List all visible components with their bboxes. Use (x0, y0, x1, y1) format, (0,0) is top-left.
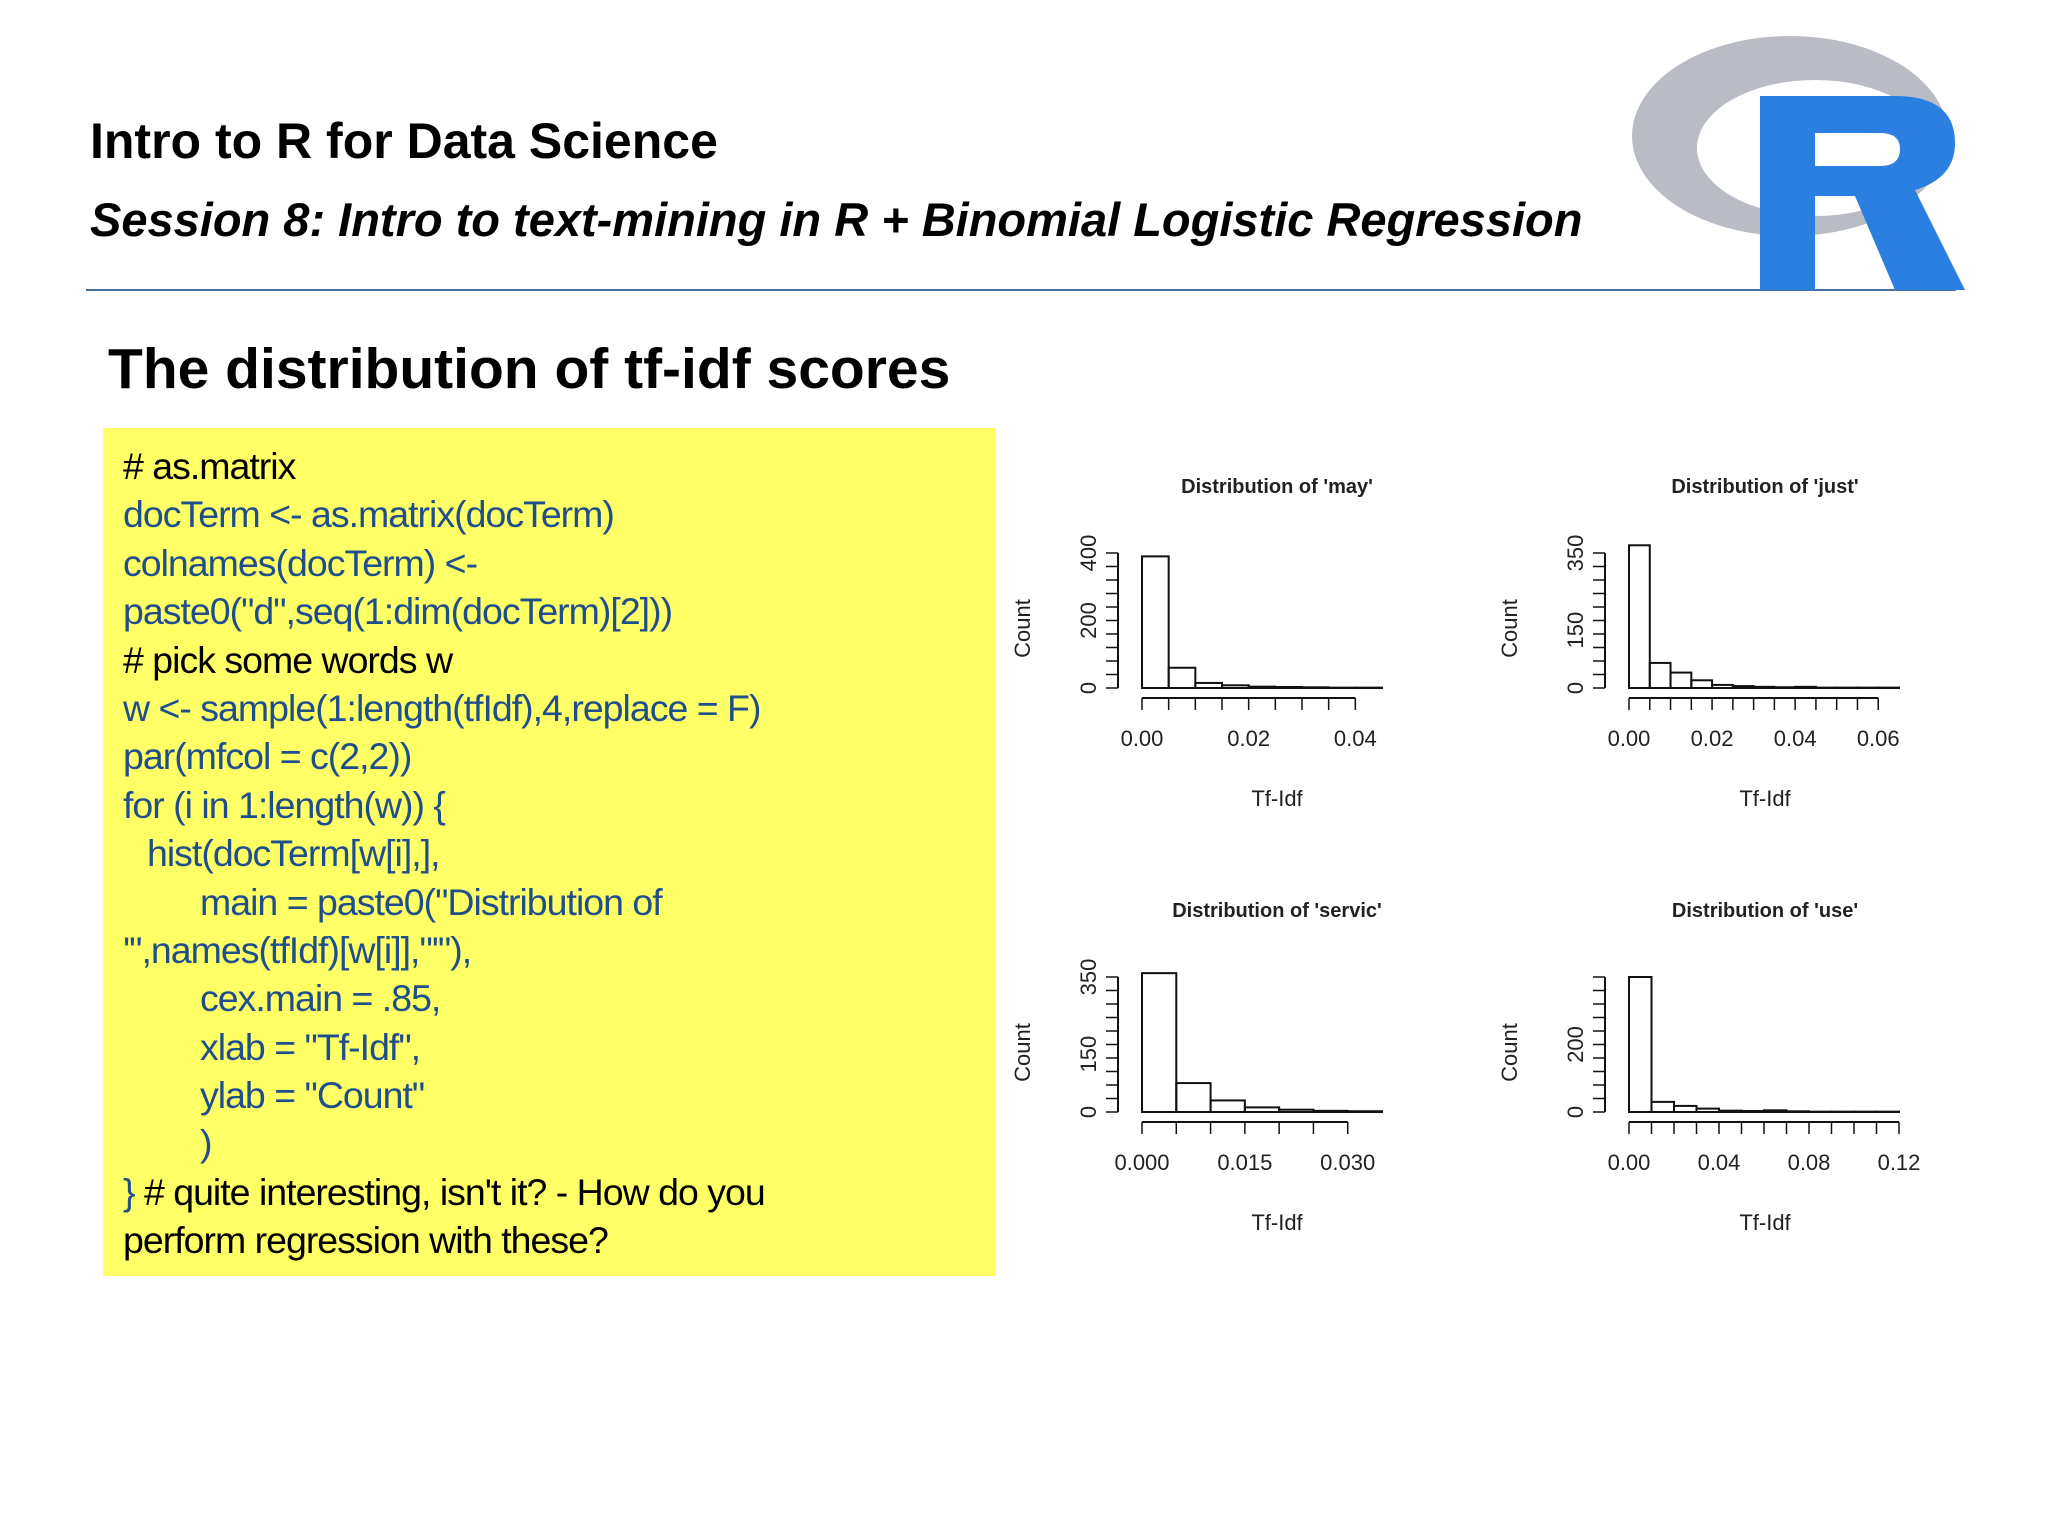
histogram-bar (1742, 1111, 1765, 1112)
code-line (123, 974, 765, 1022)
y-tick-label: 0 (1076, 681, 1101, 695)
y-axis-label: Count (1497, 1023, 1522, 1082)
code-line (123, 1023, 765, 1071)
code-line (123, 732, 765, 780)
code-line (123, 539, 765, 587)
code-line (123, 442, 765, 490)
y-axis-label: Count (1497, 599, 1522, 658)
code-line-text: par(mfcol = c(2,2)) (123, 735, 412, 778)
code-line-text: for (i in 1:length(w)) { (123, 783, 445, 826)
code-line-text: perform regression with these? (123, 1219, 608, 1262)
histogram-bar (1169, 668, 1196, 688)
histogram-panel (1000, 420, 1960, 1320)
code-line-text: ) (200, 1122, 212, 1165)
histogram-bar (1142, 973, 1176, 1112)
y-tick-label: 200 (1076, 602, 1101, 639)
x-tick-label: 0.00 (1120, 726, 1164, 751)
histogram-bar (1176, 1083, 1210, 1112)
y-tick-label: 350 (1563, 534, 1588, 572)
section-heading: The distribution of tf-idf scores (108, 337, 951, 401)
histogram-bar (1671, 673, 1692, 688)
histogram-bar (1629, 977, 1652, 1112)
x-tick-label: 0.02 (1227, 726, 1271, 751)
code-line (123, 636, 765, 684)
y-axis-label: Count (1010, 1023, 1035, 1082)
x-tick-label: 0.02 (1690, 726, 1734, 751)
y-tick-label: 150 (1076, 1035, 1101, 1073)
histogram-bar (1697, 1109, 1720, 1112)
histogram-bar (1652, 1102, 1675, 1112)
y-tick-label: 0 (1076, 1105, 1101, 1119)
chart-title: Distribution of 'use' (1671, 900, 1859, 922)
code-line-text: w <- sample(1:length(tfIdf),4,replace = F) (123, 686, 761, 729)
histogram-bar (1774, 687, 1795, 688)
code-line-text: paste0("d",seq(1:dim(docTerm)[2])) (123, 590, 673, 633)
slide-title: Intro to R for Data Science (90, 113, 718, 169)
histogram-bar (1348, 1111, 1382, 1112)
histogram-bar (1795, 687, 1816, 688)
code-line-text: main = paste0("Distribution of (200, 880, 662, 923)
code-line-text: # pick some words w (123, 638, 453, 681)
code-line (123, 878, 765, 926)
r-logo-icon (1610, 18, 1988, 293)
code-line-text: docTerm <- as.matrix(docTerm) (123, 493, 614, 536)
code-line (123, 587, 765, 635)
code-line-text: xlab = "Tf-Idf", (200, 1025, 421, 1068)
y-tick-label: 0 (1563, 1105, 1588, 1119)
chart-title: Distribution of 'servic' (1172, 900, 1382, 922)
y-tick-label: 400 (1076, 534, 1101, 572)
code-line-text: colnames(docTerm) <- (123, 541, 478, 584)
x-axis-label: Tf-Idf (1739, 1210, 1791, 1235)
histogram-bar (1211, 1100, 1245, 1112)
histogram-bar (1629, 545, 1650, 688)
histogram-0 (1010, 476, 1382, 811)
histogram-bar (1764, 1110, 1787, 1112)
x-tick-label: 0.06 (1856, 726, 1900, 751)
x-tick-label: 0.12 (1877, 1150, 1921, 1175)
code-line (123, 1119, 765, 1167)
code-line (123, 1071, 765, 1119)
x-axis-label: Tf-Idf (1251, 786, 1303, 811)
x-tick-label: 0.04 (1333, 726, 1377, 751)
code-line-text: hist(docTerm[w[i],], (147, 832, 440, 875)
code-line (123, 684, 765, 732)
histogram-1 (1010, 900, 1382, 1235)
x-tick-label: 0.04 (1773, 726, 1817, 751)
code-line (123, 1168, 765, 1216)
y-tick-label: 150 (1563, 611, 1588, 649)
code-line-text: ylab = "Count" (200, 1074, 425, 1117)
x-tick-label: 0.00 (1607, 1150, 1651, 1175)
chart-title: Distribution of 'just' (1671, 476, 1859, 498)
y-axis-label: Count (1010, 599, 1035, 658)
code-lines (123, 442, 765, 1265)
code-line (123, 829, 765, 877)
histogram-bar (1279, 1110, 1313, 1112)
code-line (123, 1216, 765, 1264)
code-comment-text: # quite interesting, isn't it? - How do you (134, 1170, 765, 1213)
histogram-bar (1275, 687, 1302, 688)
code-line (123, 926, 765, 974)
histogram-bar (1222, 685, 1249, 688)
x-tick-label: 0.00 (1607, 726, 1651, 751)
x-tick-label: 0.015 (1217, 1150, 1273, 1175)
histogram-3 (1497, 900, 1920, 1235)
x-tick-label: 0.000 (1114, 1150, 1170, 1175)
histogram-bar (1691, 680, 1712, 688)
y-tick-label: 0 (1563, 681, 1588, 695)
histogram-bar (1249, 687, 1276, 688)
histogram-2 (1497, 476, 1900, 811)
code-line-text: cex.main = .85, (200, 977, 441, 1020)
code-line (123, 490, 765, 538)
x-axis-label: Tf-Idf (1251, 1210, 1303, 1235)
x-tick-label: 0.08 (1787, 1150, 1831, 1175)
histogram-bar (1674, 1106, 1697, 1112)
histogram-bar (1712, 685, 1733, 688)
histogram-bar (1245, 1107, 1279, 1112)
histogram-bar (1142, 556, 1169, 688)
x-tick-label: 0.04 (1697, 1150, 1741, 1175)
code-line-text: } (123, 1170, 135, 1213)
histogram-bar (1733, 686, 1754, 688)
histogram-bar (1313, 1111, 1347, 1112)
histogram-bar (1787, 1111, 1810, 1112)
code-line-text: '",names(tfIdf)[w[i]],"'"), (123, 928, 472, 971)
histogram-bar (1754, 687, 1775, 688)
code-block (103, 428, 996, 1276)
code-line-text: # as.matrix (123, 445, 296, 487)
x-tick-label: 0.030 (1320, 1150, 1376, 1175)
y-tick-label: 350 (1076, 958, 1101, 996)
slide-subtitle: Session 8: Intro to text-mining in R + Binomial Logistic Regression (90, 193, 1583, 246)
y-tick-label: 200 (1563, 1026, 1588, 1063)
chart-title: Distribution of 'may' (1181, 476, 1373, 498)
histogram-bar (1719, 1111, 1742, 1112)
histogram-bar (1302, 687, 1329, 688)
histogram-bar (1195, 683, 1222, 688)
code-line (123, 781, 765, 829)
x-axis-label: Tf-Idf (1739, 786, 1791, 811)
histogram-bar (1650, 663, 1671, 688)
r-logo-letter (1760, 96, 1965, 290)
